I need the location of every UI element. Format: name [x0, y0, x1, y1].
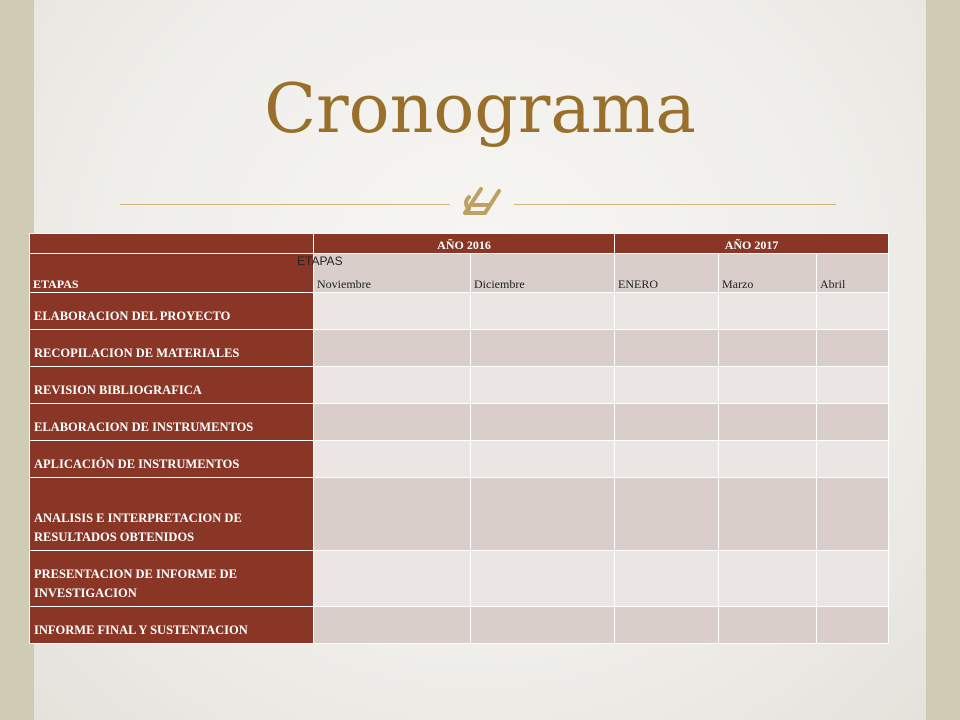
schedule-cell — [719, 404, 817, 441]
page-title: Cronograma — [264, 70, 696, 149]
schedule-cell — [615, 551, 719, 607]
schedule-cell — [817, 330, 889, 367]
overlay-stage-label: ETAPAS — [297, 254, 343, 268]
schedule-cell — [817, 478, 889, 551]
schedule-cell — [817, 293, 889, 330]
schedule-cell — [471, 367, 615, 404]
schedule-cell — [817, 367, 889, 404]
table-row — [30, 293, 889, 330]
schedule-cell — [817, 607, 889, 644]
schedule-cell — [719, 293, 817, 330]
schedule-cell — [615, 607, 719, 644]
schedule-cell — [471, 404, 615, 441]
year-header-row — [30, 234, 889, 254]
stage-label: ANALISIS E INTERPRETACION DE RESULTADOS OBTENIDOS — [30, 478, 314, 551]
schedule-cell — [471, 330, 615, 367]
schedule-cell — [471, 607, 615, 644]
schedule-cell — [314, 551, 471, 607]
year-header-2016: AÑO 2016 — [314, 234, 615, 254]
schedule-cell — [314, 441, 471, 478]
schedule-cell — [719, 441, 817, 478]
table-row — [30, 330, 889, 367]
schedule-cell — [615, 478, 719, 551]
month-label: Abril — [817, 254, 889, 293]
stage-label: PRESENTACION DE INFORME DE INVESTIGACION — [30, 551, 314, 607]
month-label: Diciembre — [471, 254, 615, 293]
month-header-cell — [297, 254, 471, 293]
schedule-cell — [314, 404, 471, 441]
schedule-cell — [314, 607, 471, 644]
schedule-cell — [471, 441, 615, 478]
stage-column-header: ETAPAS — [30, 254, 314, 293]
schedule-cell — [314, 367, 471, 404]
year-header-blank — [30, 234, 314, 254]
table-row — [30, 478, 889, 551]
table-row — [30, 404, 889, 441]
schedule-cell — [471, 293, 615, 330]
schedule-cell — [615, 367, 719, 404]
stage-label: REVISION BIBLIOGRAFICA — [30, 367, 314, 404]
schedule-cell — [314, 330, 471, 367]
title-divider-left — [120, 204, 450, 205]
month-label: Marzo — [719, 254, 817, 293]
schedule-table — [29, 233, 889, 644]
stage-label: ELABORACION DEL PROYECTO — [30, 293, 314, 330]
table-row — [30, 441, 889, 478]
stage-label: ELABORACION DE INSTRUMENTOS — [30, 404, 314, 441]
title-divider-right — [514, 204, 836, 205]
table-row — [30, 367, 889, 404]
table-row — [30, 551, 889, 607]
month-label: Noviembre — [317, 277, 371, 291]
schedule-cell — [719, 330, 817, 367]
schedule-cell — [615, 330, 719, 367]
schedule-cell — [314, 293, 471, 330]
schedule-cell — [471, 551, 615, 607]
stage-label: RECOPILACION DE MATERIALES — [30, 330, 314, 367]
schedule-cell — [471, 478, 615, 551]
schedule-cell — [817, 441, 889, 478]
table-row — [30, 607, 889, 644]
year-header-2017: AÑO 2017 — [615, 234, 889, 254]
month-header-row — [30, 254, 889, 293]
schedule-cell — [817, 551, 889, 607]
schedule-cell — [817, 404, 889, 441]
schedule-cell — [615, 441, 719, 478]
scroll-ornament-icon — [459, 183, 505, 219]
schedule-cell — [615, 293, 719, 330]
month-label: ENERO — [615, 254, 719, 293]
schedule-cell — [719, 607, 817, 644]
schedule-cell — [314, 478, 471, 551]
stage-label: APLICACIÓN DE INSTRUMENTOS — [30, 441, 314, 478]
stage-label: INFORME FINAL Y SUSTENTACION — [30, 607, 314, 644]
schedule-cell — [719, 367, 817, 404]
schedule-cell — [719, 551, 817, 607]
schedule-cell — [615, 404, 719, 441]
schedule-cell — [719, 478, 817, 551]
